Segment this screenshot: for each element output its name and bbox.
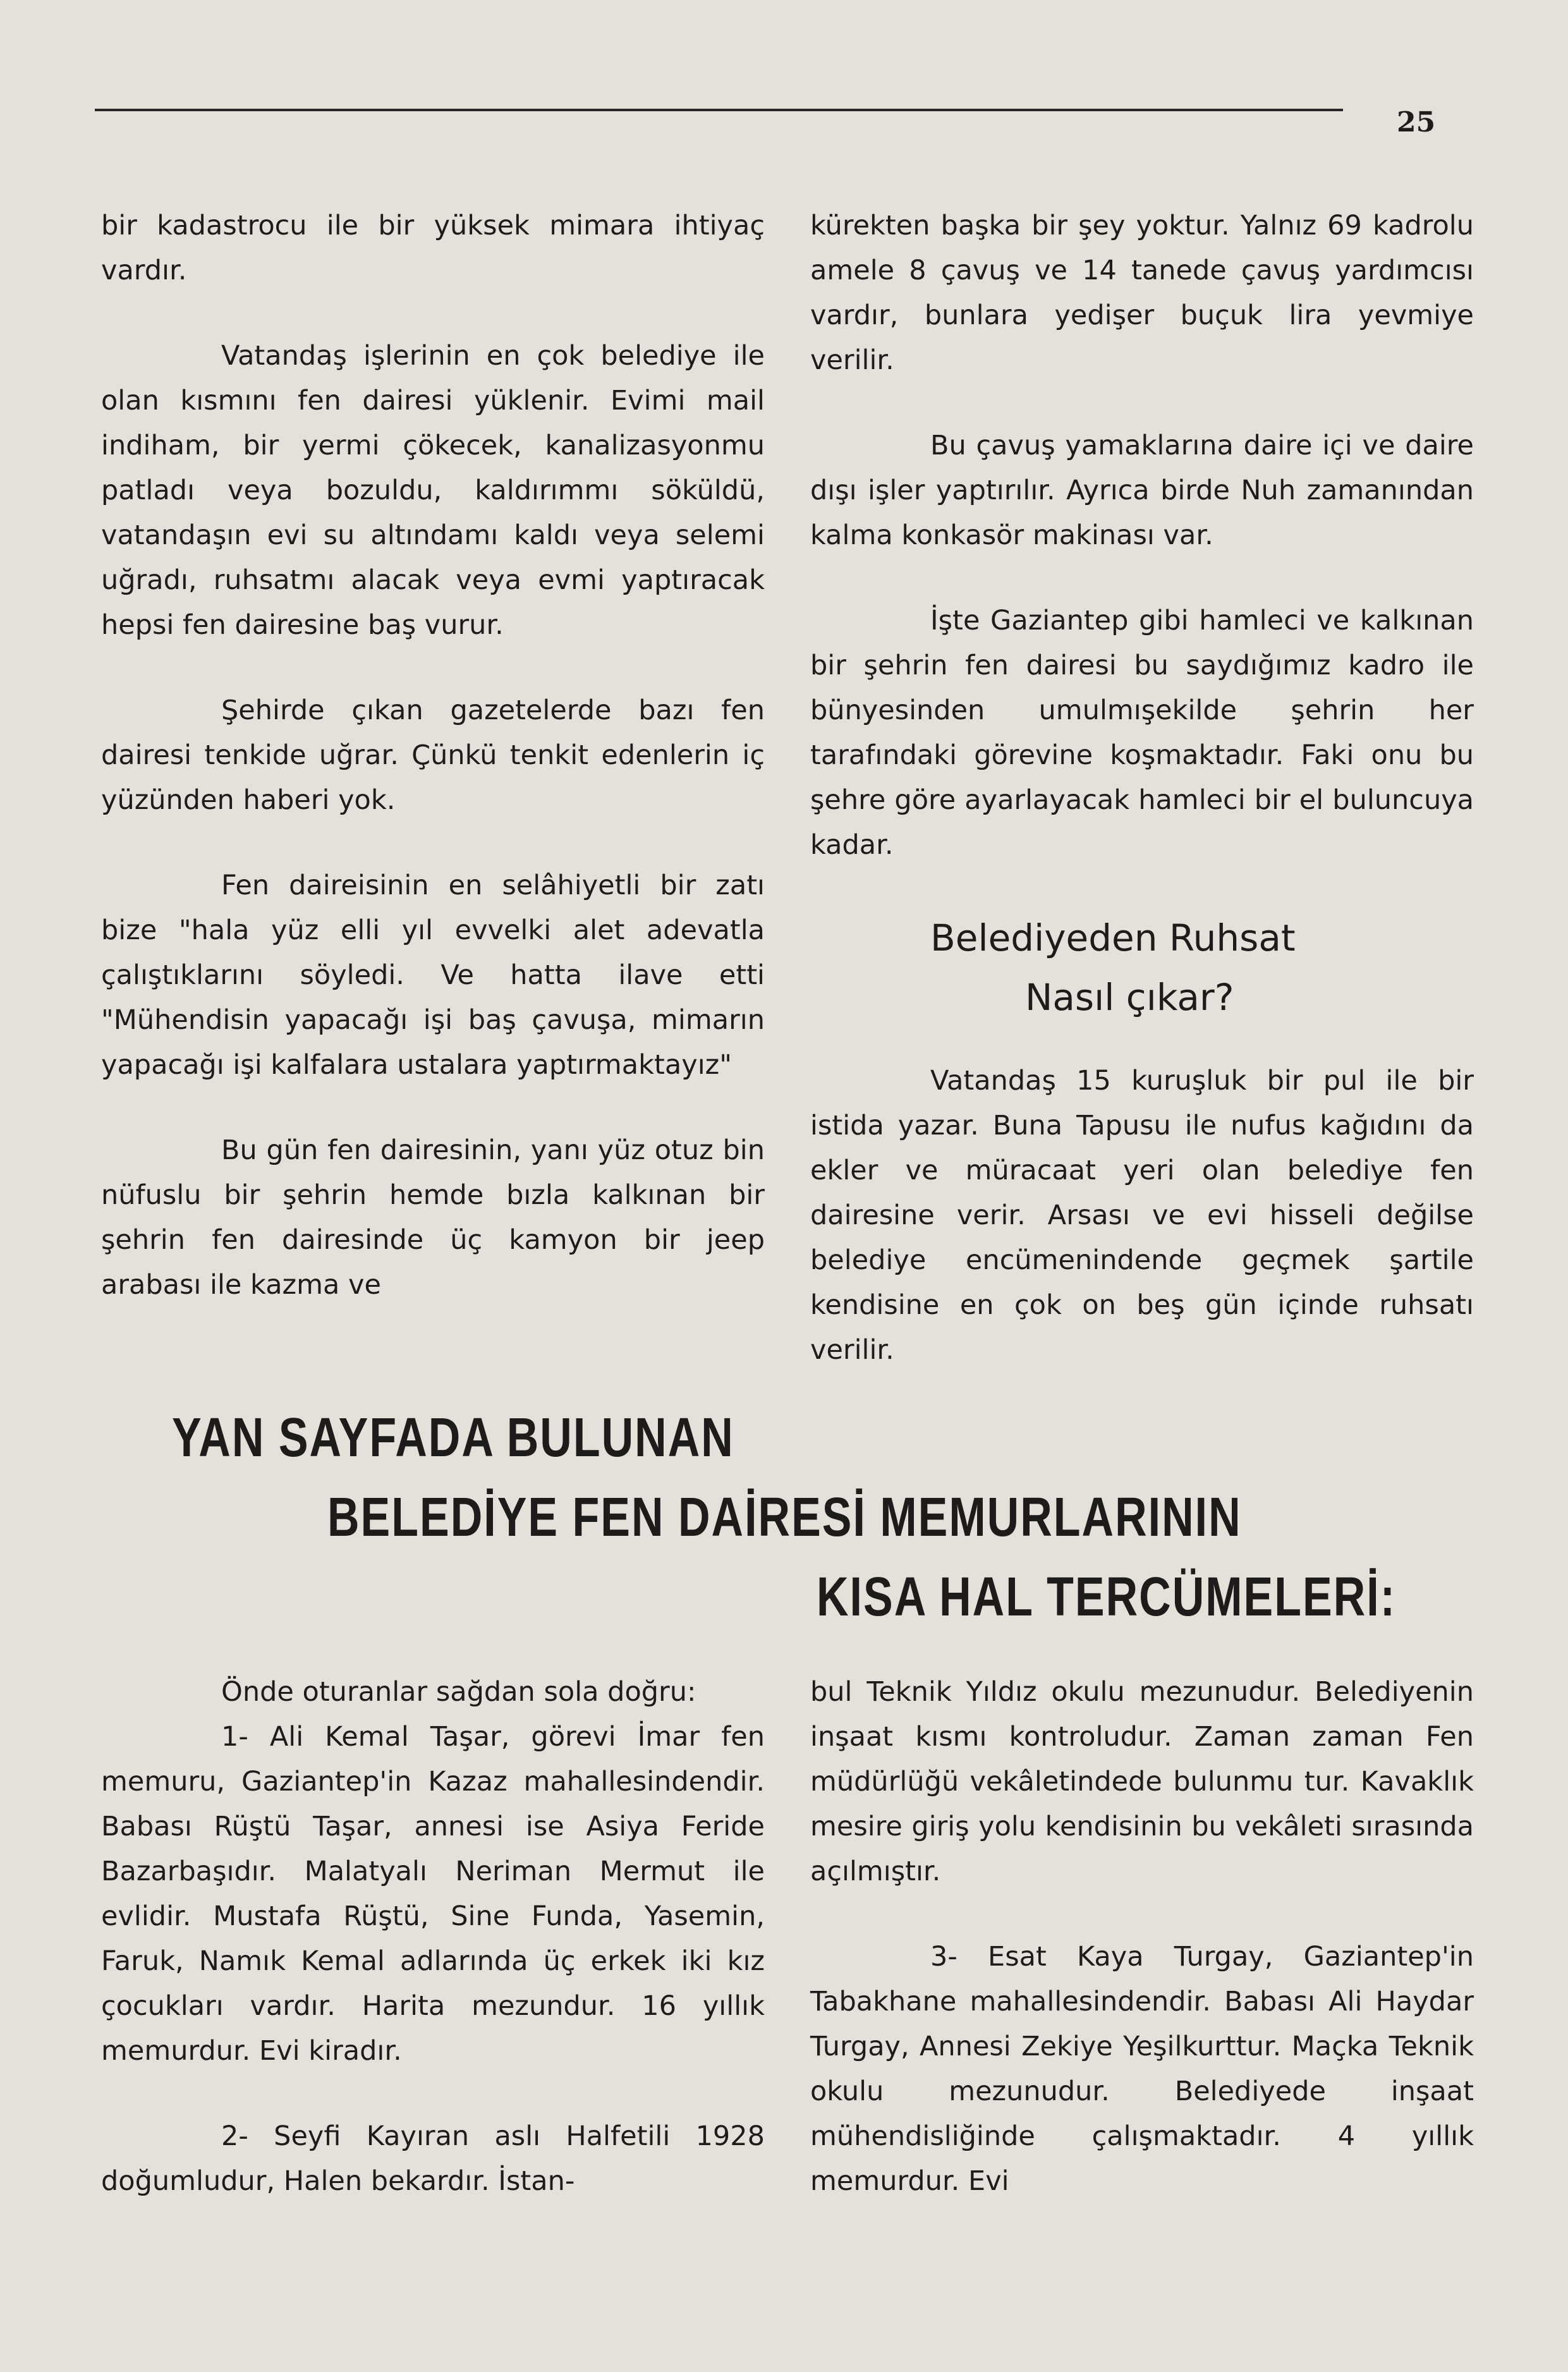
paragraph: kürekten başka bir şey yoktur. Yalnız 69 kadrolu amele 8 çavuş ve 14 tanede çavuş yardımcısı vardır, bunlara yedişer buçuk lira yevmiye verilir. xyxy=(810,210,1474,376)
paragraph: bir kadastrocu ile bir yüksek mimara ihtiyaç vardır. xyxy=(101,210,765,286)
subheading-line: Belediyeden Ruhsat xyxy=(930,916,1296,959)
paragraph: 3- Esat Kaya Turgay, Gaziantep'in Tabakhane mahallesindendir. Babası Ali Haydar Turgay, Annesi Zekiye Yeşilkurttur. Maçka Teknik okulu mezunudur. Belediyede inşaat mühendisliğinde çalışmaktadır. 4 yıllık memurdur. Evi xyxy=(810,1941,1474,2197)
paragraph: Şehirde çıkan gazetelerde bazı fen dairesi tenkide uğrar. Çünkü tenkit edenlerin iç yüzünden haberi yok. xyxy=(101,695,765,816)
page-number: 25 xyxy=(1397,106,1436,138)
bottom-left-column xyxy=(101,1670,765,2204)
paragraph: 2- Seyfi Kayıran aslı Halfetili 1928 doğumludur, Halen bekardır. İstan- xyxy=(101,2120,765,2197)
paragraph: İşte Gaziantep gibi hamleci ve kalkınan bir şehrin fen dairesi bu saydığımız kadro ile bünyesinden umulmışekilde şehrin her tarafındaki görevine koşmaktadır. Faki onu bu şehre göre ayarlayacak hamleci bir el buluncuya kadar. xyxy=(810,605,1474,861)
banner-line: YAN SAYFADA BULUNAN xyxy=(172,1406,734,1468)
paragraph: bul Teknik Yıldız okulu mezunudur. Belediyenin inşaat kısmı kontroludur. Zaman zaman Fen müdürlüğü vekâletindede bulunmu tur. Kavaklık mesire giriş yolu kendisinin bu vekâleti sırasında açılmıştır. xyxy=(810,1676,1474,1887)
banner-line: BELEDİYE FEN DAİRESİ MEMURLARININ xyxy=(327,1486,1242,1548)
top-right-column xyxy=(810,204,1474,1373)
paragraph: Vatandaş işlerinin en çok belediye ile olan kısmını fen dairesi yüklenir. Evimi mail indiham, bir yermi çökecek, kanalizasyonmu patladı veya bozuldu, kaldırımmı söküldü, vatandaşın evi su altındamı kaldı veya selemi uğradı, ruhsatmı alacak veya evmi yaptıracak hepsi fen dairesine baş vurur. xyxy=(101,340,765,641)
bottom-right-column xyxy=(810,1670,1474,2204)
subheading-line: Nasıl çıkar? xyxy=(1025,976,1234,1019)
header-rule xyxy=(95,109,1343,111)
section-subheading xyxy=(810,908,1474,1027)
paragraph: Bu gün fen dairesinin, yanı yüz otuz bin nüfuslu bir şehrin hemde bızla kalkınan bir şehrin fen dairesinde üç kamyon bir jeep arabası ile kazma ve xyxy=(101,1134,765,1301)
paragraph: Fen daireisinin en selâhiyetli bir zatı bize "hala yüz elli yıl evvelki alet adevatla çalıştıklarını söyledi. Ve hatta ilave etti "Mühendisin yapacağı işi baş çavuşa, mimarın yapacağı işi kalfalara ustalara yaptırmaktayız" xyxy=(101,870,765,1081)
paragraph: Önde oturanlar sağdan sola doğru: xyxy=(221,1676,696,1708)
paragraph: Vatandaş 15 kuruşluk bir pul ile bir istida yazar. Buna Tapusu ile nufus kağıdını da ekler ve müracaat yeri olan belediye fen dairesine verir. Arsası ve evi hisseli değilse belediye encümenindende geçmek şartile kendisine en çok on beş gün içinde ruhsatı verilir. xyxy=(810,1065,1474,1366)
paragraph: 1- Ali Kemal Taşar, görevi İmar fen memuru, Gaziantep'in Kazaz mahallesindendir. Babası Rüştü Taşar, annesi ise Asiya Feride Bazarbaşıdır. Malatyalı Neriman Mermut ile evlidir. Mustafa Rüştü, Sine Funda, Yasemin, Faruk, Namık Kemal adlarında üç erkek iki kız çocukları vardır. Harita mezundur. 16 yıllık memurdur. Evi kiradır. xyxy=(101,1721,765,2067)
paragraph: Bu çavuş yamaklarına daire içi ve daire dışı işler yaptırılır. Ayrıca birde Nuh zamanından kalma konkasör makinası var. xyxy=(810,430,1474,551)
top-left-column xyxy=(101,204,765,1308)
banner-line: KISA HAL TERCÜMELERİ: xyxy=(817,1566,1396,1627)
